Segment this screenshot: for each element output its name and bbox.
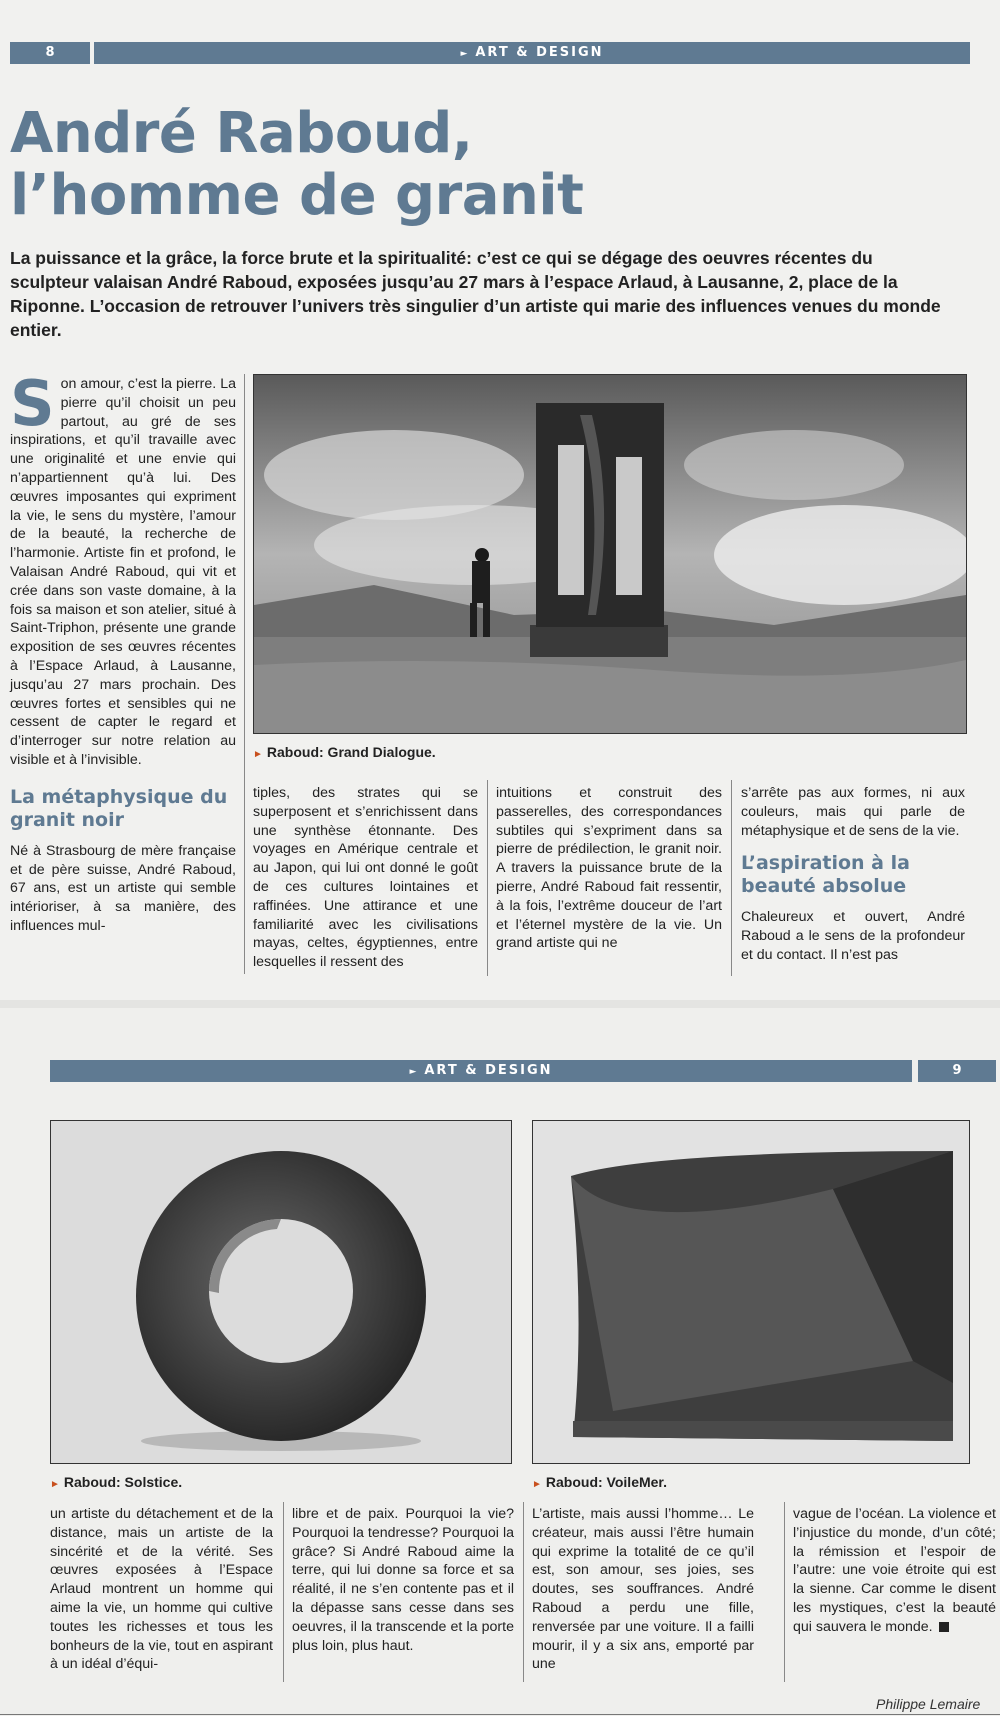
- caption-arrow-icon: ►: [532, 1479, 542, 1490]
- body-text: vague de l’océan. La violence et l’injustice du monde, d’un côté; la rémission et l’espoir de l’autre: une voie étroite qui est la sienne. Car comme le disent les mystiques, c’est la beauté qui sauvera le monde.: [793, 1506, 996, 1635]
- headline: [10, 103, 630, 227]
- body-text: libre et de paix. Pourquoi la vie? Pourquoi la tendresse? Pourquoi la grâce? Si André Raboud aime la terre, qui lui donne sa force et sa réalité, il ne s’en contente pas et il la dépasse sans cesse dans ses oeuvres, il la transcende et la porte plus loin, plus haut.: [292, 1506, 514, 1654]
- article-column-1: [50, 1505, 273, 1674]
- caption-text: Raboud: VoileMer.: [545, 1474, 667, 1490]
- author-signature: Philippe Lemaire: [876, 1696, 981, 1712]
- page-number-8: [10, 42, 90, 64]
- column-rule: [523, 1502, 524, 1682]
- voilemer-sculpture: [533, 1121, 969, 1463]
- caption-voilemer: [532, 1474, 667, 1490]
- article-column-3: [496, 784, 722, 953]
- caption-text: Raboud: Solstice.: [63, 1474, 183, 1490]
- caption-arrow-icon: ►: [50, 1479, 60, 1490]
- photo-voilemer: [532, 1120, 970, 1464]
- page-number: 9: [952, 1063, 962, 1078]
- caption-solstice: [50, 1474, 182, 1490]
- sculpture-photo: [254, 375, 966, 733]
- article-column-1: [10, 367, 236, 936]
- page-9: [0, 1008, 1000, 1716]
- article-column-4: [741, 784, 965, 965]
- section-bar: [94, 42, 970, 64]
- article-column-3: [532, 1505, 754, 1674]
- caption-text: Raboud: Grand Dialogue.: [266, 744, 436, 760]
- body-text: tiples, des strates qui se superposent et s’enrichissent dans une synthèse étonnante. Des voyages en Amérique centrale et au Japon, qui lui ont donné le goût de ces cultures lointaines et raffinées. Une attirance et une familiarité avec les civilisations mayas, celtes, égyptiennes, entre lesquelles il ressent des: [253, 785, 478, 971]
- section-bar: [50, 1060, 912, 1082]
- photo-grand-dialogue: [253, 374, 967, 734]
- photo-solstice: [50, 1120, 512, 1464]
- body-text: L’artiste, mais aussi l’homme… Le créateur, mais aussi l’être humain qui exprime la totalité de ce qu’il est, son amour, ses joies, ses doutes, ses souffrances. André Raboud a perdu une fille, renversée par une voiture. Il a failli mourir, il y a six ans, emporté par une: [532, 1506, 754, 1673]
- caption-arrow-icon: ►: [253, 749, 263, 760]
- body-text: intuitions et construit des passerelles, des correspondances subtiles qui s’expriment dans sa pierre de prédilection, le granit noir. A travers la puissance brute de la pierre, André Raboud fait ressentir, à la fois, l’extrême douceur de l’art et l’éternel mystère de la vie. Un grand artiste qui ne: [496, 785, 722, 952]
- column-rule: [784, 1502, 785, 1682]
- headline-line-1: André Raboud,: [10, 101, 473, 166]
- section-label: ART & DESIGN: [424, 1063, 553, 1078]
- subhead-aspiration: L’aspiration à la beauté absolue: [741, 852, 910, 898]
- column-rule: [487, 780, 488, 976]
- headline-line-2: l’homme de granit: [10, 163, 584, 228]
- column-rule: [244, 374, 245, 974]
- page-number: 8: [45, 45, 55, 60]
- column-rule: [283, 1502, 284, 1682]
- body-text: Chaleureux et ouvert, André Raboud a le sens de la profondeur et du contact. Il n’est pas: [741, 909, 965, 963]
- article-column-2: [253, 784, 478, 972]
- article-column-2: [292, 1505, 514, 1655]
- column-rule: [731, 780, 732, 976]
- arrow-icon: ►: [409, 1067, 419, 1077]
- bottom-rule: [0, 1714, 1000, 1715]
- subhead-metaphysique: La métaphysique du granit noir: [10, 785, 228, 831]
- photo-caption: [253, 744, 436, 760]
- section-label: ART & DESIGN: [475, 45, 604, 60]
- body-text: on amour, c’est la pierre. La pierre qu’il choisit un peu partout, au gré de ses inspirations, et qu’il travaille avec une originalité et une envie qui n’appartiennent qu’à lui. Des œuvres imposantes qui expriment la vie, le sens du mystère, l’amour de la beauté, la recherche de l’harmonie. Artiste fin et profond, le Valaisan André Raboud, qui vit et crée dans son vaste domaine, à la fois sa maison et son atelier, situé à Saint-Triphon, présente une grande exposition de ses œuvres récentes à l’Espace Arlaud, à Lausanne, jusqu’au 27 mars prochain. Des œuvres fortes et sensibles qui ne cessent de capter le regard et d’interroger sur notre relation au visible et à l’invisible.: [10, 376, 236, 768]
- body-text: s’arrête pas aux formes, ni aux couleurs, mais qui parle de métaphysique et de sens de la vie.: [741, 785, 965, 839]
- body-text: Né à Strasbourg de mère française et de père suisse, André Raboud, 67 ans, est un artiste qui semble intérioriser, à sa manière, des influences mul-: [10, 842, 236, 934]
- end-mark-icon: [939, 1622, 949, 1632]
- arrow-icon: ►: [460, 49, 470, 59]
- page-number-9: [918, 1060, 996, 1082]
- drop-cap: S: [10, 367, 55, 440]
- article-column-4: [793, 1505, 996, 1637]
- lede-paragraph: La puissance et la grâce, la force brute et la spiritualité: c’est ce qui se dégage des oeuvres récentes du sculpteur valaisan André Raboud, exposées jusqu’au 27 mars à l’espace Arlaud, à Lausanne, 2, place de la Riponne. L’occasion de retrouver l’univers très singulier d’un artiste qui marie des influences venues du monde entier.: [10, 248, 941, 340]
- solstice-sculpture: [51, 1121, 511, 1463]
- body-text: un artiste du détachement et de la distance, mais un artiste de la sincérité et de la vérité. Ses œuvres exposées à l’Espace Arlaud montrent un homme qui aime la vie, un homme qui cultive toutes les richesses et tous les bonheurs de la vie, tout en aspirant à un idéal d’équi-: [50, 1506, 273, 1673]
